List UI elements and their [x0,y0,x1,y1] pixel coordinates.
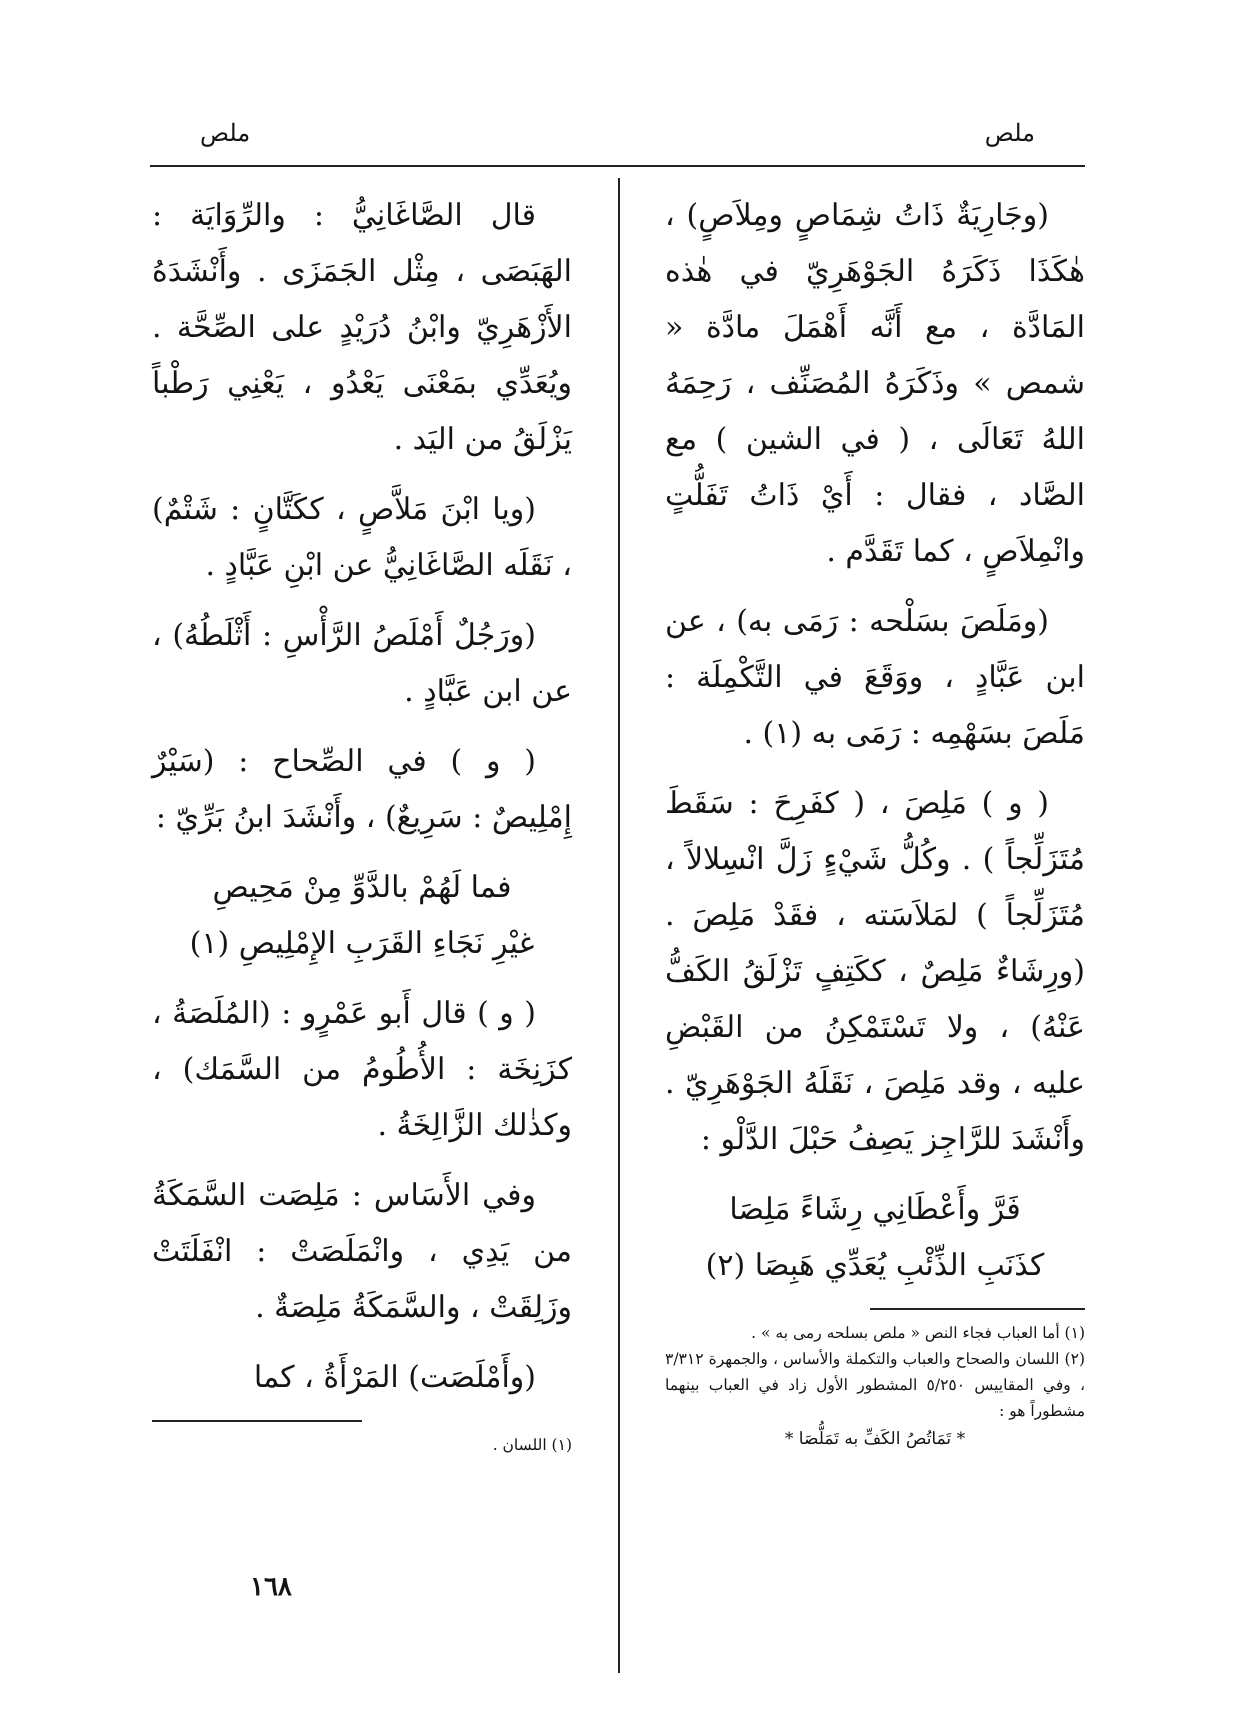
paragraph: (ورَجُلٌ أَمْلَصُ الرَّأْسِ : أَثْلَطُهُ) ، عن ابن عَبَّادٍ . [152,618,572,709]
paragraph: (ويا ابْنَ مَلاَّصٍ ، ككَتَّانٍ : شَتْمٌ) ، نَقَلَه الصَّاغَانِيُّ عن ابْنِ عَبَّادٍ . [152,492,572,583]
footnote-rule [870,1308,1085,1310]
paragraph: ( و ) مَلِصَ ، ( كفَرِحَ : سَقَطَ مُتَزَلِّجاً ) . وكُلُّ شَيْءٍ زَلَّ انْسِلالاً ، مُتَزَلِّجاً ) لمَلاَسَته ، فقَدْ مَلِصَ . (ورِشَاءٌ مَلِصٌ ، ككَتِفٍ تَزْلَقُ الكَفُّ عَنْهُ) ، ولا تَسْتَمْكِنُ من القَبْضِ عليه ، وقد مَلِصَ ، نَقَلَهُ الجَوْهَرِيّ . وأَنْشَدَ للرَّاجِز يَصِفُ حَبْلَ الدَّلْو : [665,786,1085,1157]
paragraph: ( و ) في الصِّحاح : (سَيْرٌ إِمْلِيصٌ : سَرِيعٌ) ، وأَنْشَدَ ابنُ بَرِّيّ : [152,744,572,835]
paragraph: ( و ) قال أَبو عَمْرٍو : (المُلَصَةُ ، كزَنِخَة : الأُطُومُ من السَّمَك) ، وكذٰلك الزَّالِخَةُ . [152,996,572,1143]
running-head-left: ملص [200,119,251,147]
paragraph: وفي الأَسَاس : مَلِصَت السَّمَكَةُ من يَدِي ، وانْمَلَصَتْ : انْفَلَتَتْ وزَلِقَتْ ، والسَّمَكَةُ مَلِصَةٌ . [152,1178,572,1325]
footnote: (٢) اللسان والصحاح والعباب والتكملة والأساس ، والجمهرة ٣/٣١٢ ، وفي المقاييس ٥/٢٥٠ المشطور الأول زاد في العباب بينهما مشطوراً هو : [665,1350,1086,1420]
footnote-verse: * تَمَاتُصُ الكَفِّ به تَمَلُّصَا * [784,1429,966,1449]
verse-line: فَرَّ وأَعْطَانِي رِشَاءً مَلِصَا [729,1192,1021,1227]
verse [665,1182,1085,1294]
right-column [665,188,1085,1454]
paragraph: (وجَارِيَةٌ ذَاتُ شِمَاصٍ ومِلاَصٍ) ، هٰكَذَا ذَكَرَهُ الجَوْهَرِيّ في هٰذه المَادَّة ، مع أَنَّه أَهْمَلَ مادَّة « شمص » وذَكَرَهُ المُصَنِّف ، رَحِمَهُ اللهُ تَعَالَى ، ( في الشين ) مع الصَّاد ، فقال : أَيْ ذَاتُ تَفَلُّتٍ وانْمِلاَصٍ ، كما تَقَدَّم . [665,198,1085,569]
page-number: ١٦٨ [250,1572,292,1602]
verse-line: فما لَهُمْ بالدَّوِّ مِنْ مَحِيصِ [212,870,512,905]
column-divider [618,178,620,1673]
footnote: (١) اللسان . [492,1436,572,1454]
verse-line: غيْرِ نَجَاءِ القَرَبِ الإِمْلِيصِ (١) [189,926,535,961]
running-head-right: ملص [984,119,1035,147]
paragraph: (وأَمْلَصَت) المَرْأَةُ ، كما [253,1360,536,1395]
left-column [152,188,572,1458]
paragraph: قال الصَّاغَانِيُّ : والرِّوَايَة : الهَبَصَى ، مِثْل الجَمَزَى . وأَنْشَدَهُ الأَزْهَرِيّ وابْنُ دُرَيْدٍ على الصِّحَّة . ويُعَدِّي بمَعْنَى يَعْدُو ، يَعْنِي رَطْباً يَزْلَقُ من اليَد . [152,198,572,457]
header-rule [150,165,1085,167]
footnotes [665,1320,1085,1454]
verse-line: كذَنَبِ الذِّئْبِ يُعَدِّي هَبِصَا (٢) [705,1248,1045,1283]
footnote: (١) أما العباب فجاء النص « ملص بسلحه رمى به » . [751,1324,1085,1342]
footnote-rule [152,1420,362,1422]
footnotes [152,1432,572,1458]
paragraph: (ومَلَصَ بسَلْحه : رَمَى به) ، عن ابن عَبَّادٍ ، ووَقَعَ في التَّكْمِلَة : مَلَصَ بسَهْمِه : رَمَى به (١) . [665,604,1085,751]
verse [152,860,572,972]
